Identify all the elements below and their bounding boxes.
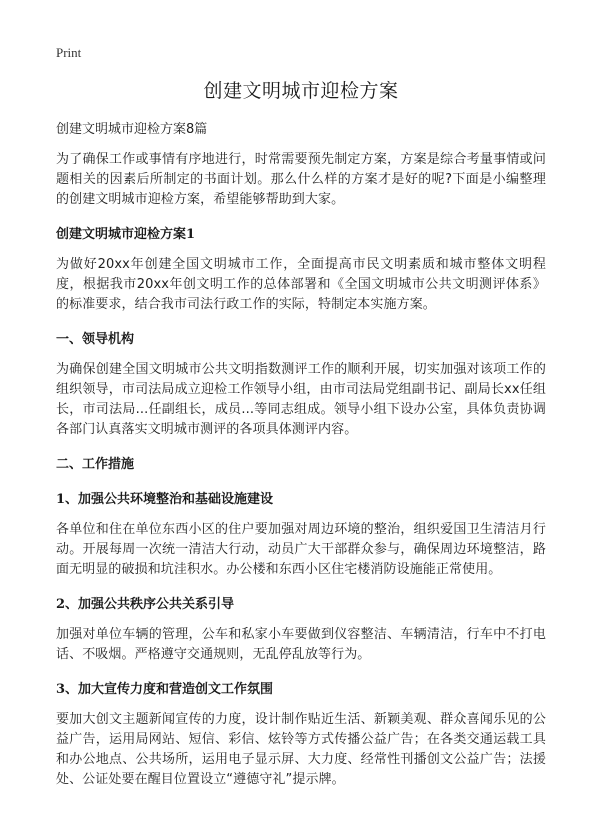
measure2-paragraph: 加强对单位车辆的管理，公车和私家小车要做到仪容整洁、车辆清洁，行车中不打电话、不吸烟。严格遵守交通规则，无乱停乱放等行为。 xyxy=(56,627,546,662)
plan1-heading: 创建文明城市迎检方案1 xyxy=(56,227,196,242)
document-title: 创建文明城市迎检方案 xyxy=(203,80,399,102)
intro-paragraph: 为了确保工作或事情有序地进行，时常需要预先制定方案，方案是综合考量事情或问题相关的因素后所制定的书面计划。那么什么样的方案才是好的呢?下面是小编整理的创建文明城市迎检方案，希望能够帮助到大家。 xyxy=(56,152,546,207)
document-subtitle: 创建文明城市迎检方案8篇 xyxy=(56,122,208,137)
section1-paragraph: 为确保创建全国文明城市公共文明指数测评工作的顺利开展，切实加强对该项工作的组织领导，市司法局成立迎检工作领导小组，由市司法局党组副书记、副局长xx任组长，市司法局...任副组长，成员...等同志组成。领导小组下设办公室，具体负责协调各部门认真落实文明城市测评的各项具体测评内容。 xyxy=(56,362,546,437)
measure1-heading: 1、加强公共环境整治和基础设施建设 xyxy=(56,492,274,507)
section2-heading: 二、工作措施 xyxy=(56,457,135,472)
measure3-heading: 3、加大宣传力度和营造创文工作氛围 xyxy=(56,682,274,697)
print-label: Print xyxy=(56,45,82,60)
measure2-heading: 2、加强公共秩序公共关系引导 xyxy=(56,597,235,612)
section1-heading: 一、领导机构 xyxy=(56,332,135,347)
plan1-intro-paragraph: 为做好20xx年创建全国文明城市工作，全面提高市民文明素质和城市整体文明程度，根据我市20xx年创文明工作的总体部署和《全国文明城市公共文明测评体系》的标准要求，结合我市司法行政工作的实际，特制定本实施方案。 xyxy=(56,257,546,312)
measure3-paragraph: 要加大创文主题新闻宣传的力度，设计制作贴近生活、新颖美观、群众喜闻乐见的公益广告，运用局网站、短信、彩信、炫铃等方式传播公益广告；在各类交通运载工具和办公地点、公共场所，运用电子显示屏、大力度、经常性刊播创文公益广告；法援处、公证处要在醒目位置设立“遵德守礼”提示牌。 xyxy=(56,712,546,787)
measure1-paragraph: 各单位和住在单位东西小区的住户要加强对周边环境的整治，组织爱国卫生清洁月行动。开展每周一次统一清洁大行动，动员广大干部群众参与，确保周边环境整洁，路面无明显的破损和坑洼积水。办公楼和东西小区住宅楼消防设施能正常使用。 xyxy=(56,522,546,577)
